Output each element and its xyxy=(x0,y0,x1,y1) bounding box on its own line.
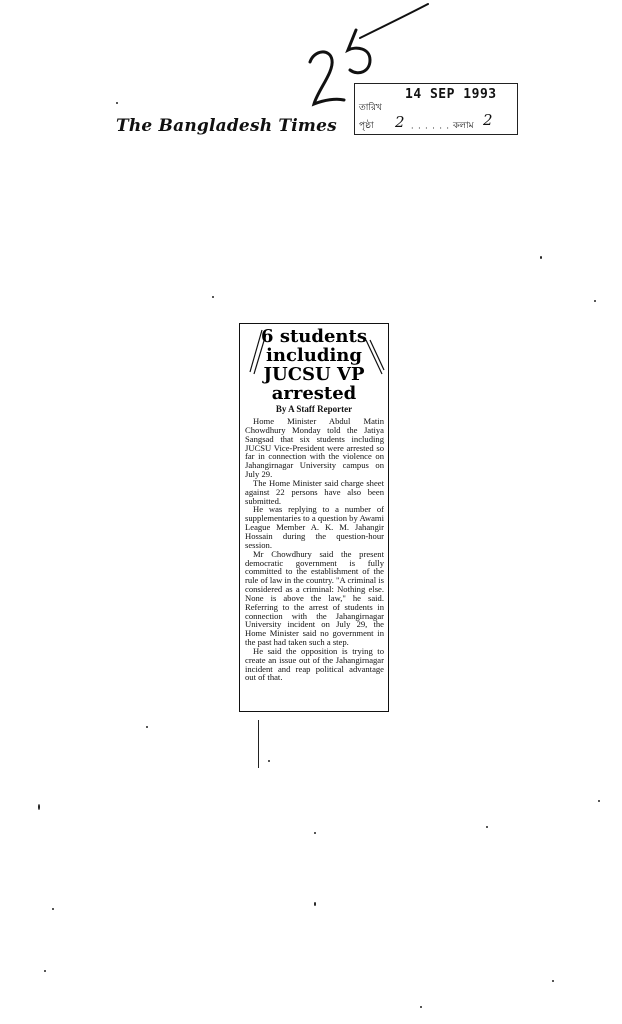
date-stamp: 14 SEP 1993 তারিখ পৃষ্ঠা 2 · · · · · · কলাম 2 xyxy=(354,83,518,135)
article-byline: By A Staff Reporter xyxy=(275,404,353,414)
news-clipping xyxy=(239,323,389,712)
article-paragraph: He was replying to a number of supplementaries to a question by Awami League Member A. K. M. Jahangir Hossain during the question-hour session. xyxy=(245,504,384,550)
scan-speck xyxy=(116,102,118,104)
scan-speck xyxy=(258,720,259,768)
scan-speck xyxy=(52,908,54,910)
article-paragraph: The Home Minister said charge sheet against 22 persons have also been submitted. xyxy=(245,477,384,506)
scan-speck xyxy=(594,300,596,302)
article-paragraph: Mr Chowdhury said the present democratic government is fully committed to the establishment of the rule of law in the country. "A criminal is considered as a criminal: Nothing else. None is above the law," he said. Referring to the arrest of students in connection with the Jahangirnagar University incident on July 29, the Home Minister said no government in the past had taken such a step. xyxy=(245,548,384,648)
scan-speck xyxy=(38,804,40,810)
article-headline xyxy=(246,327,382,403)
scan-speck xyxy=(420,1006,422,1008)
scan-speck xyxy=(44,970,46,972)
stamp-page-label: পৃষ্ঠা xyxy=(359,121,374,131)
stamp-page-value: 2 xyxy=(395,113,405,131)
stamp-column-value: 2 xyxy=(483,111,493,129)
headline-line: arrested xyxy=(271,383,357,404)
scan-speck xyxy=(212,296,214,298)
article-paragraph: Home Minister Abdul Matin Chowdhury Monday told the Jatiya Sangsad that six students including JUCSU Vice-President were arrested so far in connection with the violence on Jahangirnagar University campus on July 29. xyxy=(245,416,384,480)
scan-speck xyxy=(268,760,270,762)
stamp-date-label: তারিখ xyxy=(359,103,382,113)
scan-speck xyxy=(540,256,542,259)
headline-line: JUCSU VP xyxy=(263,364,365,385)
stamp-date: 14 SEP 1993 xyxy=(405,87,497,102)
scan-speck xyxy=(486,826,488,828)
scan-speck xyxy=(552,980,554,982)
headline-line: including xyxy=(266,345,362,366)
newspaper-masthead: The Bangladesh Times xyxy=(116,116,337,136)
headline-line: 6 students xyxy=(261,326,367,347)
article-body xyxy=(245,417,384,682)
scan-speck xyxy=(146,726,148,728)
stamp-column-label: কলাম xyxy=(453,121,474,131)
article-paragraph: He said the opposition is trying to create an issue out of the Jahangirnagar incident and reap political advantage out of that. xyxy=(245,645,384,683)
scan-speck xyxy=(314,832,316,834)
scan-speck xyxy=(598,800,600,802)
scan-speck xyxy=(314,902,316,906)
